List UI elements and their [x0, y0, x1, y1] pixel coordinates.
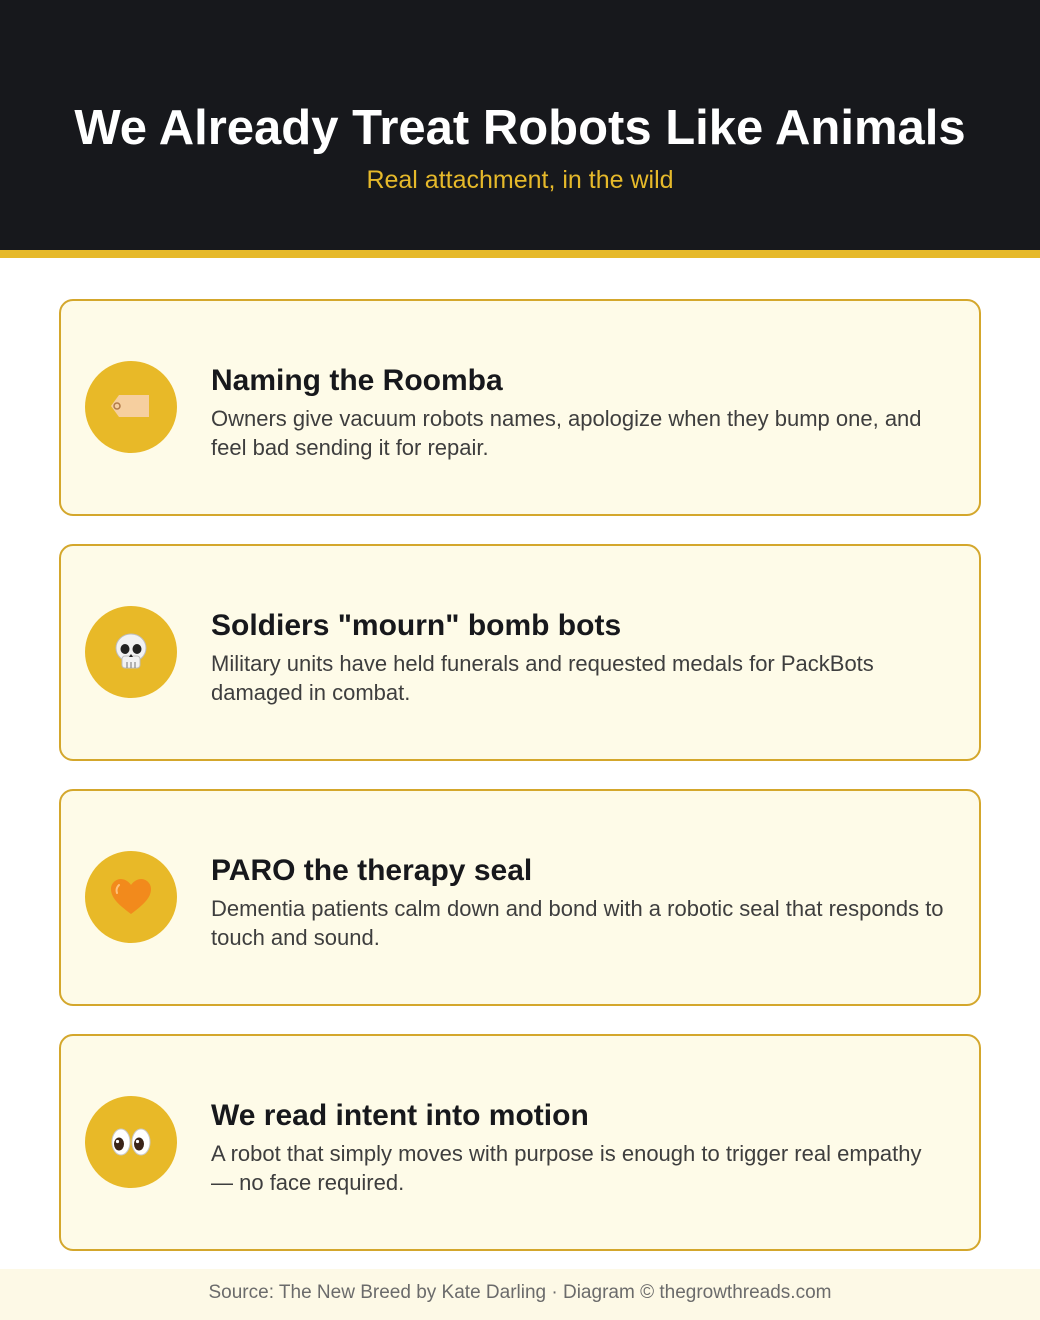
footer-source: Source: The New Breed by Kate Darling · Diagram © thegrowthreads.com [0, 1269, 1040, 1320]
card-soldiers-mourn [59, 544, 981, 761]
card-title: Naming the Roomba [211, 364, 503, 397]
card-description: A robot that simply moves with purpose is enough to trigger real empathy — no face required. [211, 1141, 922, 1195]
card-icon-badge [85, 1096, 177, 1188]
page-title: We Already Treat Robots Like Animals [74, 101, 966, 155]
card-description: Dementia patients calm down and bond with a robotic seal that responds to touch and sound. [211, 896, 944, 950]
orange-heart-icon [109, 875, 153, 919]
card-intent-motion [59, 1034, 981, 1251]
card-title: PARO the therapy seal [211, 854, 533, 887]
card-title: We read intent into motion [211, 1099, 589, 1132]
eyes-icon [109, 1120, 153, 1164]
card-title: Soldiers "mourn" bomb bots [211, 609, 622, 642]
card-icon-badge [85, 851, 177, 943]
tag-icon [109, 385, 153, 429]
card-icon-badge [85, 361, 177, 453]
card-naming-roomba [59, 299, 981, 516]
skull-icon [109, 630, 153, 674]
card-description: Owners give vacuum robots names, apologize when they bump one, and feel bad sending it for repair. [211, 406, 922, 460]
card-icon-badge [85, 606, 177, 698]
card-description: Military units have held funerals and requested medals for PackBots damaged in combat. [211, 651, 874, 705]
card-paro-seal [59, 789, 981, 1006]
header-banner [0, 0, 1040, 258]
page-subtitle: Real attachment, in the wild [366, 166, 674, 194]
